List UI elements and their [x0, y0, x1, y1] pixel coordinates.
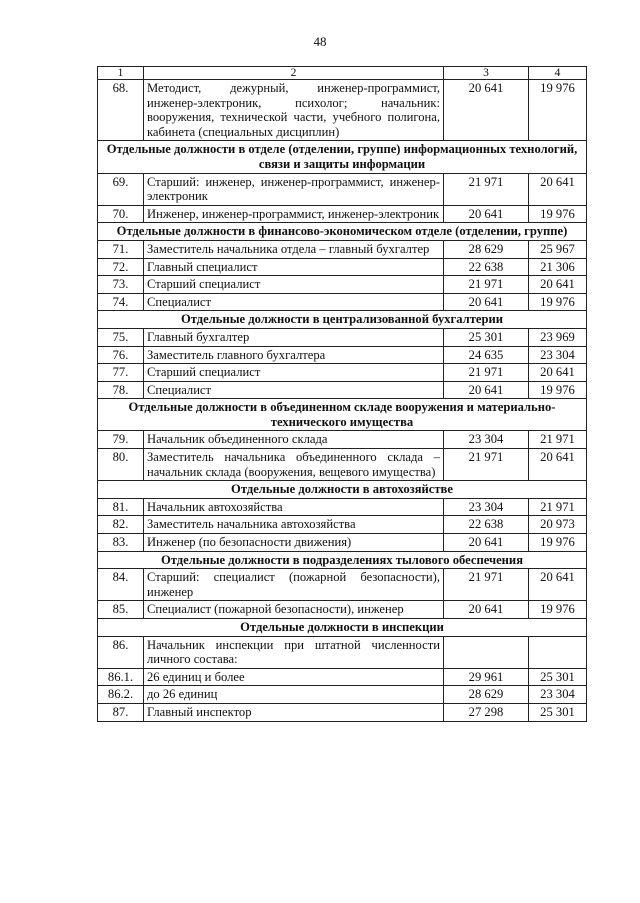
salary-col3: 29 961 — [444, 668, 529, 686]
section-heading-row — [98, 311, 587, 329]
section-heading-row — [98, 223, 587, 241]
position-title: Заместитель начальника автохозяйства — [144, 516, 444, 534]
column-header-3: 3 — [444, 67, 529, 80]
salary-col4: 20 641 — [529, 364, 587, 382]
table-row — [98, 498, 587, 516]
row-number: 77. — [98, 364, 144, 382]
row-number: 80. — [98, 449, 144, 481]
position-title: Старший: инженер, инженер-программист, инженер-электроник — [144, 173, 444, 205]
table-row — [98, 636, 587, 668]
column-header-row — [98, 67, 587, 80]
table-row — [98, 601, 587, 619]
position-title: Заместитель начальника отдела – главный бухгалтер — [144, 240, 444, 258]
section-heading: Отдельные должности в автохозяйстве — [98, 481, 587, 499]
table-row — [98, 516, 587, 534]
row-number: 68. — [98, 80, 144, 141]
table-row — [98, 534, 587, 552]
row-number: 85. — [98, 601, 144, 619]
table-row — [98, 258, 587, 276]
salary-col3: 21 971 — [444, 569, 529, 601]
row-number: 83. — [98, 534, 144, 552]
row-number: 78. — [98, 381, 144, 399]
salary-col3: 22 638 — [444, 258, 529, 276]
salary-col3: 24 635 — [444, 346, 529, 364]
table-row — [98, 449, 587, 481]
salary-col3: 23 304 — [444, 431, 529, 449]
row-number: 75. — [98, 328, 144, 346]
table-row — [98, 686, 587, 704]
position-title: Начальник инспекции при штатной численности личного состава: — [144, 636, 444, 668]
salary-col4: 23 304 — [529, 686, 587, 704]
table-row — [98, 80, 587, 141]
salary-col4: 20 641 — [529, 449, 587, 481]
salary-col4: 19 976 — [529, 80, 587, 141]
salary-col3: 25 301 — [444, 328, 529, 346]
salary-col4: 23 969 — [529, 328, 587, 346]
position-title: Начальник объединенного склада — [144, 431, 444, 449]
salary-col4: 25 967 — [529, 240, 587, 258]
salary-col3: 20 641 — [444, 293, 529, 311]
salary-col3: 20 641 — [444, 80, 529, 141]
salary-col4: 19 976 — [529, 293, 587, 311]
salary-col3: 23 304 — [444, 498, 529, 516]
salary-col4: 19 976 — [529, 601, 587, 619]
table-row — [98, 381, 587, 399]
salary-col3: 21 971 — [444, 173, 529, 205]
column-header-1: 1 — [98, 67, 144, 80]
position-title: Специалист — [144, 381, 444, 399]
table-row — [98, 276, 587, 294]
section-heading: Отдельные должности в инспекции — [98, 619, 587, 637]
position-title: Специалист (пожарной безопасности), инженер — [144, 601, 444, 619]
salary-col4: 25 301 — [529, 703, 587, 721]
salary-table-body — [98, 67, 587, 722]
row-number: 87. — [98, 703, 144, 721]
table-row — [98, 569, 587, 601]
table-row — [98, 173, 587, 205]
salary-col4: 21 306 — [529, 258, 587, 276]
salary-col3: 28 629 — [444, 686, 529, 704]
column-header-2: 2 — [144, 67, 444, 80]
section-heading: Отдельные должности в финансово-экономическом отделе (отделении, группе) — [98, 223, 587, 241]
position-title: Инженер (по безопасности движения) — [144, 534, 444, 552]
table-row — [98, 703, 587, 721]
position-title: Старший специалист — [144, 276, 444, 294]
salary-col4: 21 971 — [529, 498, 587, 516]
salary-col4: 19 976 — [529, 534, 587, 552]
salary-col3: 20 641 — [444, 534, 529, 552]
row-number: 79. — [98, 431, 144, 449]
section-heading: Отдельные должности в объединенном складе вооружения и материально-технического имущества — [98, 399, 587, 431]
salary-col3: 21 971 — [444, 449, 529, 481]
section-heading-row — [98, 551, 587, 569]
position-title: Специалист — [144, 293, 444, 311]
section-heading-row — [98, 141, 587, 173]
row-number: 70. — [98, 205, 144, 223]
table-row — [98, 346, 587, 364]
salary-col3 — [444, 636, 529, 668]
table-row — [98, 431, 587, 449]
salary-col4: 23 304 — [529, 346, 587, 364]
row-number: 74. — [98, 293, 144, 311]
row-number: 86.1. — [98, 668, 144, 686]
row-number: 72. — [98, 258, 144, 276]
salary-col3: 27 298 — [444, 703, 529, 721]
position-title: Старший: специалист (пожарной безопасности), инженер — [144, 569, 444, 601]
row-number: 84. — [98, 569, 144, 601]
column-header-4: 4 — [529, 67, 587, 80]
salary-col3: 20 641 — [444, 601, 529, 619]
row-number: 69. — [98, 173, 144, 205]
salary-col4: 20 641 — [529, 173, 587, 205]
row-number: 86.2. — [98, 686, 144, 704]
row-number: 73. — [98, 276, 144, 294]
table-row — [98, 293, 587, 311]
position-title: Инженер, инженер-программист, инженер-электроник — [144, 205, 444, 223]
row-number: 71. — [98, 240, 144, 258]
section-heading-row — [98, 399, 587, 431]
position-title: Начальник автохозяйства — [144, 498, 444, 516]
salary-col3: 28 629 — [444, 240, 529, 258]
position-title: 26 единиц и более — [144, 668, 444, 686]
salary-col3: 20 641 — [444, 205, 529, 223]
position-title: Главный бухгалтер — [144, 328, 444, 346]
position-title: Заместитель начальника объединенного склада – начальник склада (вооружения, вещевого имущества) — [144, 449, 444, 481]
salary-col4 — [529, 636, 587, 668]
table-row — [98, 328, 587, 346]
salary-col4: 19 976 — [529, 381, 587, 399]
position-title: Заместитель главного бухгалтера — [144, 346, 444, 364]
salary-col4: 25 301 — [529, 668, 587, 686]
section-heading: Отдельные должности в отделе (отделении, группе) информационных технологий, связи и защиты информации — [98, 141, 587, 173]
salary-col3: 22 638 — [444, 516, 529, 534]
salary-col4: 19 976 — [529, 205, 587, 223]
section-heading-row — [98, 619, 587, 637]
row-number: 86. — [98, 636, 144, 668]
position-title: до 26 единиц — [144, 686, 444, 704]
section-heading-row — [98, 481, 587, 499]
table-row — [98, 668, 587, 686]
section-heading: Отдельные должности в централизованной бухгалтерии — [98, 311, 587, 329]
position-title: Главный специалист — [144, 258, 444, 276]
salary-table — [97, 66, 587, 722]
section-heading: Отдельные должности в подразделениях тылового обеспечения — [98, 551, 587, 569]
table-row — [98, 364, 587, 382]
row-number: 81. — [98, 498, 144, 516]
table-row — [98, 240, 587, 258]
salary-col4: 20 641 — [529, 569, 587, 601]
position-title: Методист, дежурный, инженер-программист, инженер-электроник, психолог; начальник: вооружения, технической части, учебного полигона, кабинета (специальных дисциплин) — [144, 80, 444, 141]
position-title: Старший специалист — [144, 364, 444, 382]
salary-col3: 21 971 — [444, 364, 529, 382]
row-number: 76. — [98, 346, 144, 364]
table-row — [98, 205, 587, 223]
salary-col4: 21 971 — [529, 431, 587, 449]
salary-col4: 20 641 — [529, 276, 587, 294]
salary-col3: 21 971 — [444, 276, 529, 294]
salary-col4: 20 973 — [529, 516, 587, 534]
position-title: Главный инспектор — [144, 703, 444, 721]
row-number: 82. — [98, 516, 144, 534]
page-number: 48 — [313, 34, 327, 49]
salary-col3: 20 641 — [444, 381, 529, 399]
